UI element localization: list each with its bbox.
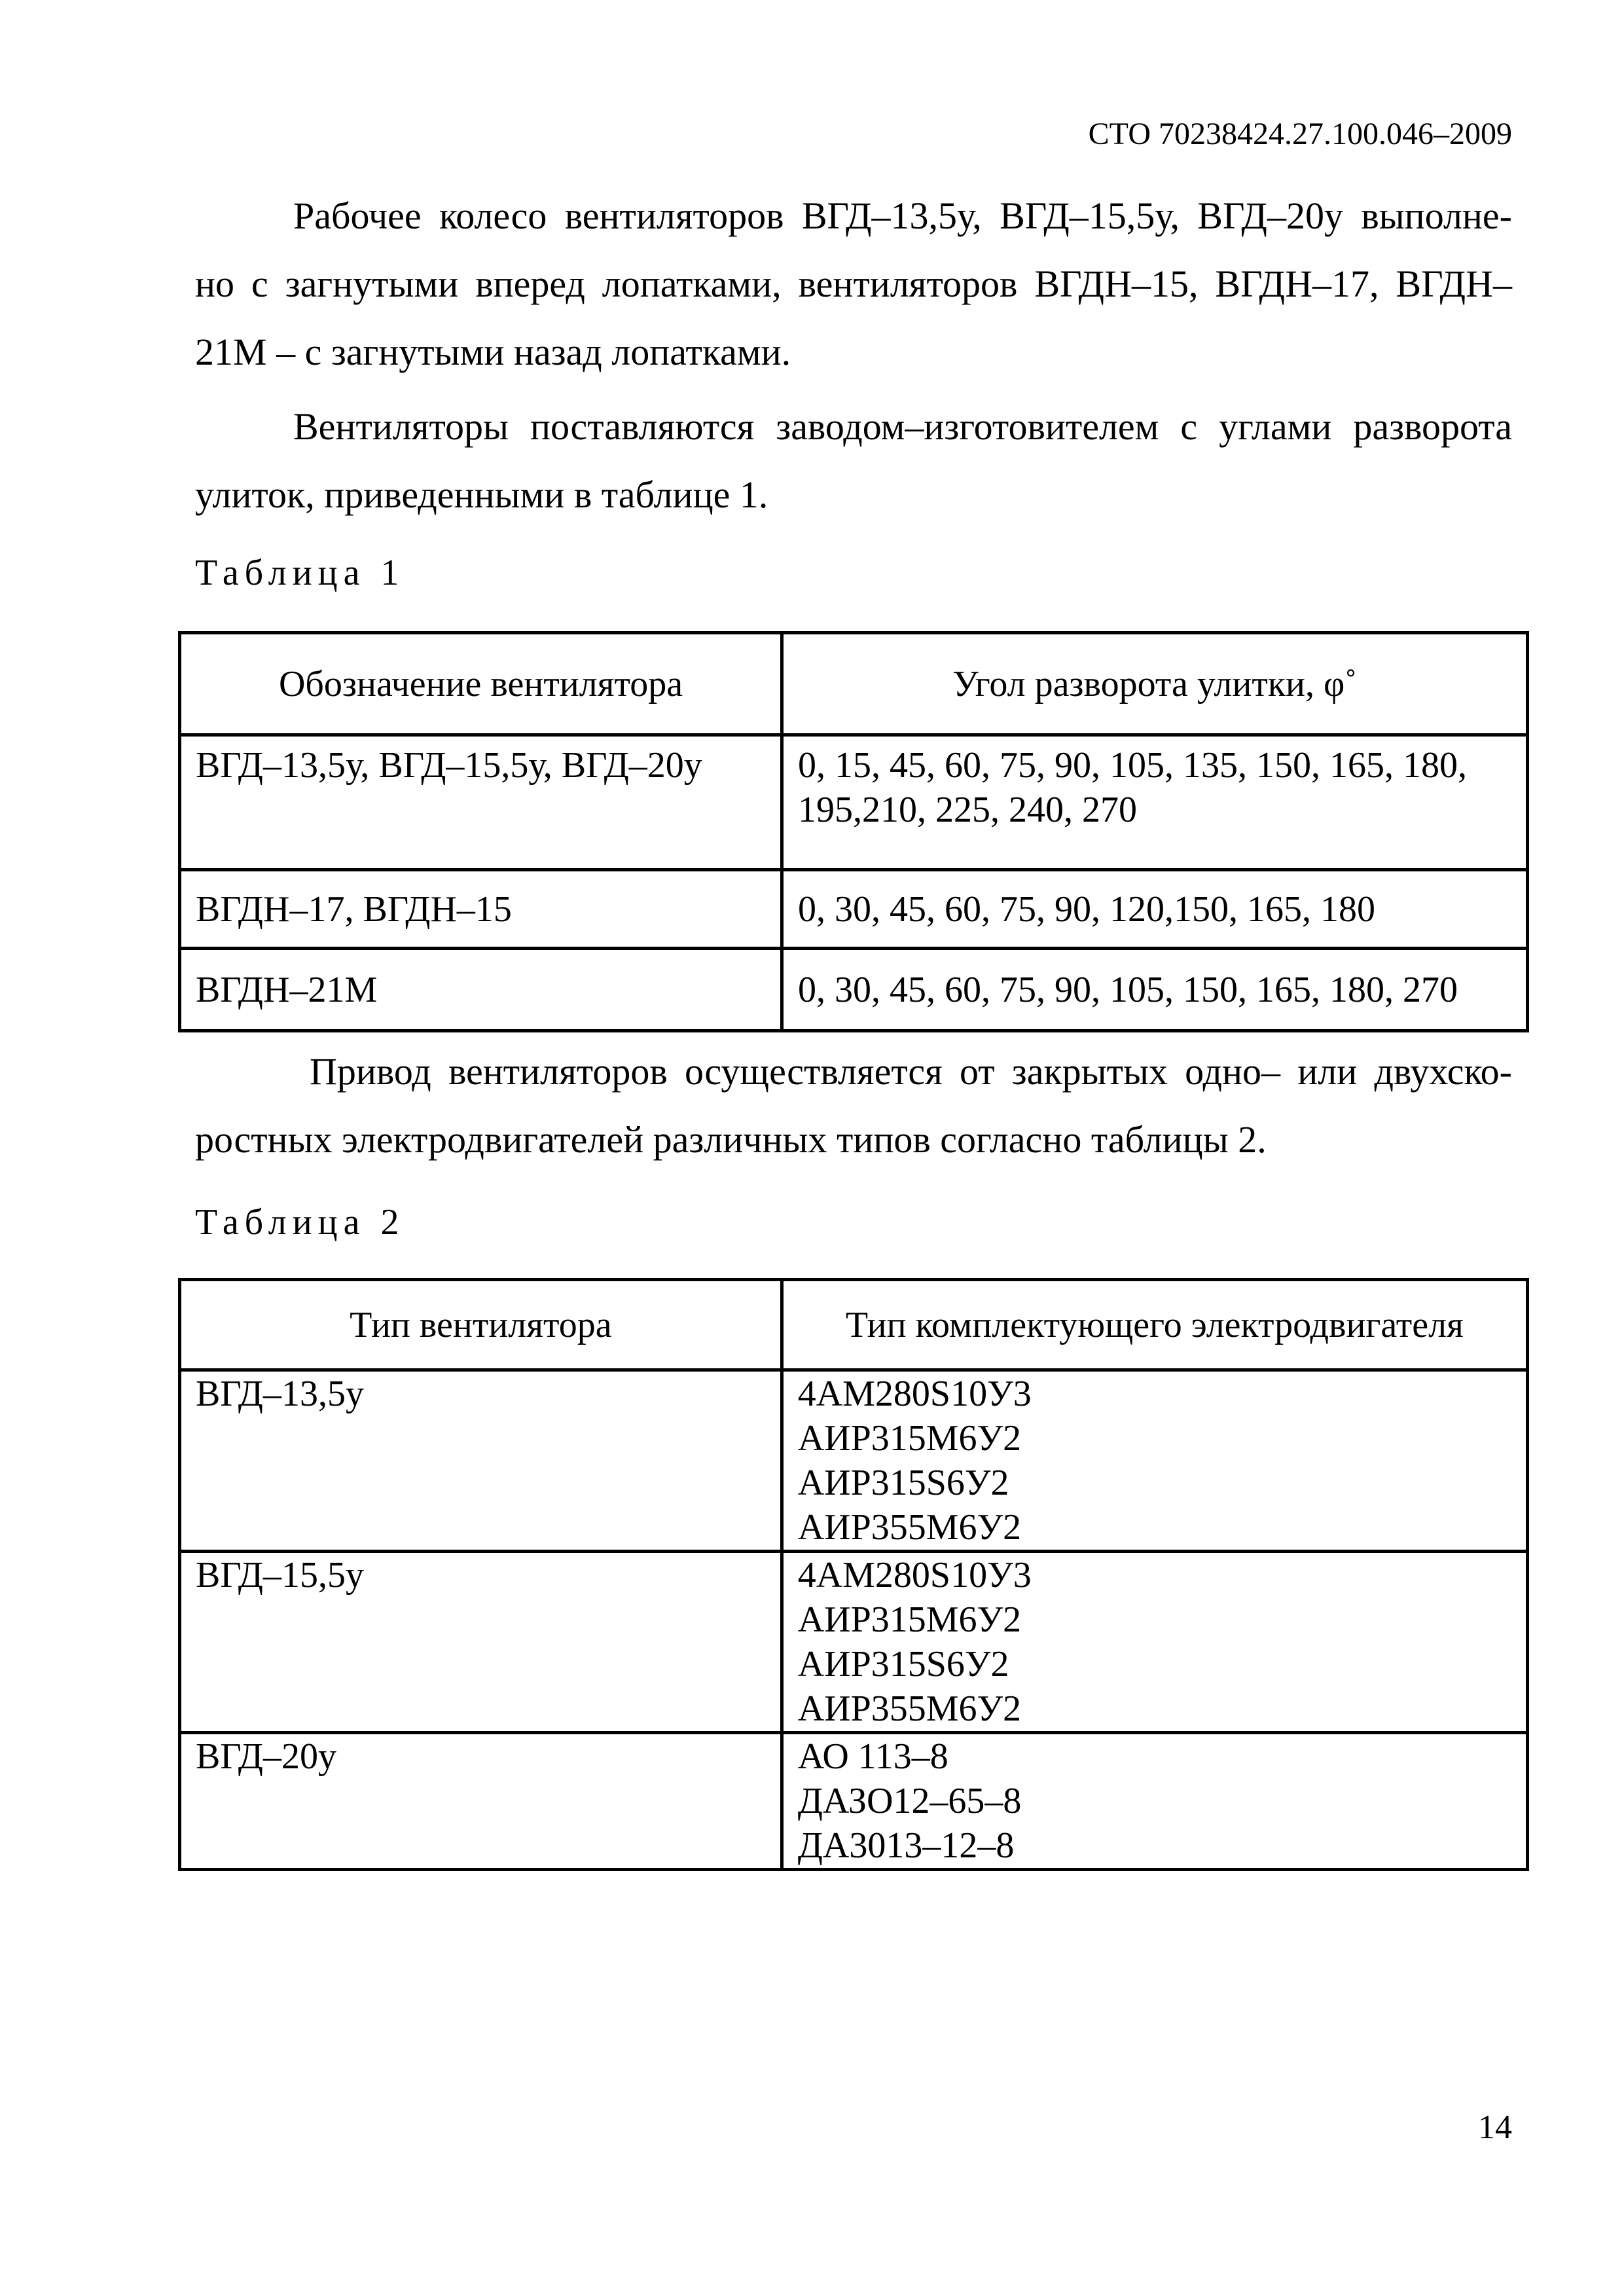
- table1-header-angle: Угол разворота улитки, φ˚: [782, 633, 1528, 735]
- table2-cell-fan: ВГД–15,5у: [180, 1552, 782, 1733]
- paragraph-line: ростных электродвигателей различных типов согласно таблицы 2.: [195, 1118, 1267, 1161]
- table2-header-motor: Тип комплектующего электродвигателя: [782, 1280, 1527, 1370]
- table-row: [180, 870, 1528, 949]
- motor-type: 4АМ280S10У3: [797, 1555, 1032, 1595]
- motor-type: АИР315S6У2: [797, 1463, 1009, 1503]
- paragraph-line: Привод вентиляторов осуществляется от закрытых одно– или двухско-: [310, 1050, 1512, 1093]
- motor-type: ДА3013–12–8: [797, 1825, 1015, 1866]
- paragraph-line: 21М – с загнутыми назад лопатками.: [195, 331, 791, 373]
- table2-cell-motors: [782, 1552, 1527, 1733]
- table1-cell-angles: 0, 30, 45, 60, 75, 90, 105, 150, 165, 180, 270: [782, 949, 1528, 1031]
- motor-type: АИР355М6У2: [797, 1688, 1022, 1729]
- paragraph-line: но с загнутыми вперед лопатками, вентиляторов ВГДН–15, ВГДН–17, ВГДН–: [195, 263, 1512, 305]
- table1-cell-angles: [782, 735, 1528, 870]
- angles-line: 195,210, 225, 240, 270: [798, 790, 1138, 830]
- paragraph-line: Вентиляторы поставляются заводом–изготовителем с углами разворота: [293, 405, 1512, 448]
- motor-type: АИР355М6У2: [797, 1507, 1022, 1548]
- paragraph-impeller: [195, 182, 1512, 386]
- table2-cell-fan: ВГД–20у: [180, 1733, 782, 1870]
- document-code: СТО 70238424.27.100.046–2009: [1088, 117, 1512, 151]
- motor-type: АО 113–8: [797, 1736, 948, 1777]
- table2-cell-fan: ВГД–13,5у: [180, 1370, 782, 1552]
- page-number: 14: [1478, 2109, 1512, 2146]
- table1-cell-fan: ВГДН–17, ВГДН–15: [180, 870, 782, 949]
- motor-type: АИР315М6У2: [797, 1418, 1022, 1459]
- paragraph-supply: [195, 393, 1512, 529]
- paragraph-drive: [195, 1038, 1512, 1174]
- table-motors: [178, 1278, 1529, 1871]
- table2-caption: Таблица 2: [195, 1202, 405, 1243]
- table-scroll-angles: [178, 631, 1529, 1032]
- table2-header-fan: Тип вентилятора: [180, 1280, 782, 1370]
- table2-cell-motors: [782, 1733, 1527, 1870]
- motor-type: ДАЗО12–65–8: [797, 1781, 1022, 1821]
- table1-cell-angles: 0, 30, 45, 60, 75, 90, 120,150, 165, 180: [782, 870, 1528, 949]
- table1-cell-fan: ВГД–13,5у, ВГД–15,5у, ВГД–20у: [180, 735, 782, 870]
- table1-header-fan: Обозначение вентилятора: [180, 633, 782, 735]
- table-row: [180, 1370, 1528, 1552]
- motor-type: АИР315S6У2: [797, 1644, 1009, 1685]
- motor-type: 4АМ280S10У3: [797, 1374, 1032, 1414]
- table1-caption: Таблица 1: [195, 553, 405, 593]
- table-row: [180, 949, 1528, 1031]
- table-row: [180, 1733, 1528, 1870]
- table2-cell-motors: [782, 1370, 1527, 1552]
- paragraph-line: улиток, приведенными в таблице 1.: [195, 473, 768, 516]
- table-row: [180, 735, 1528, 870]
- motor-type: АИР315М6У2: [797, 1599, 1022, 1640]
- paragraph-line: Рабочее колесо вентиляторов ВГД–13,5у, ВГД–15,5у, ВГД–20у выполне-: [293, 194, 1512, 237]
- table-row: [180, 1552, 1528, 1733]
- table1-cell-fan: ВГДН–21М: [180, 949, 782, 1031]
- angles-line: 0, 15, 45, 60, 75, 90, 105, 135, 150, 165, 180,: [798, 745, 1468, 786]
